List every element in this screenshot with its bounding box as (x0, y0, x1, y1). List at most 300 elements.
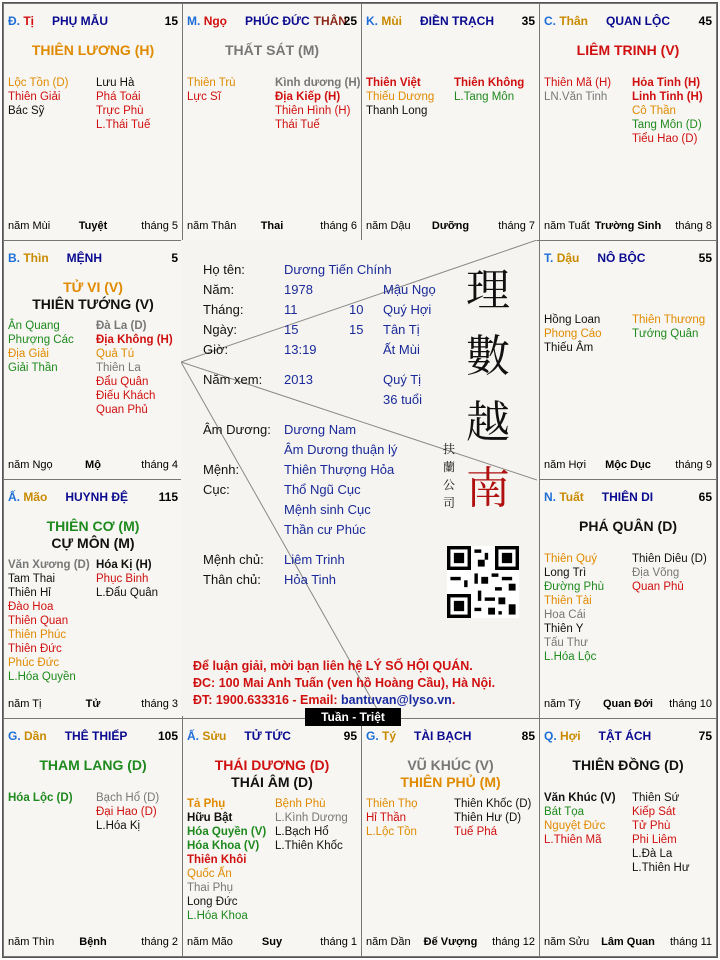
thanchu-value: Hỏa Tinh (284, 572, 337, 587)
palace-name: MỆNH (66, 251, 103, 265)
palace-header (366, 729, 535, 745)
minor-star: Thiếu Dương (366, 91, 435, 103)
month-label: tháng 8 (675, 220, 712, 232)
minor-star: Thiếu Âm (544, 342, 594, 354)
minor-star: Thiên Quan (8, 615, 69, 627)
minor-star: Bác Sỹ (8, 105, 45, 117)
major-star: THẤT SÁT (M) (224, 42, 320, 58)
minor-star: Địa Võng (632, 567, 680, 579)
life-stage: Trường Sinh (594, 220, 662, 232)
palace-name: QUAN LỘC (606, 14, 671, 28)
life-stage: Bệnh (79, 936, 107, 948)
year-label: năm Tý (544, 698, 581, 710)
minor-star: Bạch Hổ (D) (96, 792, 160, 804)
minor-star: Thiên Không (454, 77, 525, 89)
minor-star: Tả Phụ (187, 798, 226, 810)
palace-footer (544, 936, 712, 950)
major-stars (540, 518, 716, 535)
minor-star: Thái Tuế (275, 119, 320, 131)
minor-star: Nguyệt Đức (544, 820, 606, 832)
minor-star: Phi Liêm (632, 834, 677, 846)
menh-label: Mệnh: (203, 462, 240, 477)
minor-star: Quả Tú (96, 348, 135, 360)
minor-star: Thiên Mã (H) (544, 77, 612, 89)
palace-header (8, 251, 178, 267)
palace-footer (544, 698, 712, 712)
year-value: 1978 (284, 282, 313, 297)
minor-stars-right (96, 791, 159, 833)
minor-star: Thiên Đức (8, 643, 62, 655)
minor-stars-left (544, 791, 616, 847)
day-solar: 15 (284, 322, 299, 337)
palace-can: M. (187, 14, 201, 28)
minor-star: Văn Xương (D) (8, 559, 90, 571)
minor-stars-right (96, 319, 173, 417)
minor-star: Lưu Hà (96, 77, 135, 89)
minor-star: Hỉ Thần (366, 812, 407, 824)
center-info-panel (181, 240, 537, 724)
minor-star: Hỏa Tinh (H) (632, 77, 701, 89)
month-canchi: Quý Hợi (383, 302, 432, 317)
year-label: năm Tị (8, 698, 42, 710)
phone-text: ĐT: 1900.633316 - Email: (193, 693, 341, 707)
seal-text: 扶 蘭 公 司 (443, 442, 456, 510)
year-label: năm Ngọ (8, 459, 53, 471)
minor-star: L.Hóa Khoa (187, 910, 248, 922)
palace-can: B. (8, 251, 20, 265)
palace-ty2[interactable] (361, 718, 540, 957)
life-stage: Thai (260, 220, 284, 232)
minor-star: L.Hóa Lộc (544, 651, 597, 663)
minor-star: L.Hóa Kị (96, 820, 141, 832)
palace-chi: Dần (24, 729, 47, 743)
major-star: PHÁ QUÂN (D) (579, 518, 677, 534)
major-stars (183, 42, 361, 59)
minor-star: Thiên Thương (632, 314, 706, 326)
major-stars (4, 279, 182, 313)
month-label: tháng 4 (141, 459, 178, 471)
palace-chi: Hợi (560, 729, 581, 743)
minor-stars-right (454, 797, 531, 839)
year-canchi: Mậu Ngọ (383, 282, 436, 297)
year-label: năm Sửu (544, 936, 590, 948)
minor-star: Tuế Phá (454, 826, 498, 838)
month-label: tháng 1 (320, 936, 357, 948)
name-value: Dương Tiến Chính (284, 262, 392, 277)
palace-chi: Dậu (556, 251, 580, 265)
month-label: tháng 2 (141, 936, 178, 948)
palace-number: 15 (164, 14, 178, 28)
minor-star: Văn Khúc (V) (544, 792, 616, 804)
year-label: năm Hợi (544, 459, 587, 471)
palace-chi: Mùi (381, 14, 403, 28)
palace-can: G. (8, 729, 21, 743)
minor-star: Phong Cáo (544, 328, 602, 340)
minor-star: Quan Phủ (96, 404, 148, 416)
palace-suu[interactable] (182, 718, 362, 957)
minor-star: Thanh Long (366, 105, 428, 117)
minor-stars-right (275, 797, 348, 853)
palace-footer (8, 220, 178, 234)
palace-header (8, 490, 178, 506)
minor-star: LN.Văn Tinh (544, 91, 608, 103)
minor-star: Thiên Sứ (632, 792, 680, 804)
minor-star: Thiên Phúc (8, 629, 67, 641)
view-year-canchi: Quý Tị (383, 372, 422, 387)
life-stage: Quan Đới (603, 698, 653, 710)
palace-can: C. (544, 14, 556, 28)
age-value: 36 tuổi (383, 392, 423, 407)
minor-star: Hồng Loan (544, 314, 601, 326)
minor-star: Đường Phù (544, 581, 604, 593)
life-stage: Dưỡng (431, 220, 470, 232)
minor-star: Thiên Hỉ (8, 587, 51, 599)
minor-star: Hóa Lộc (D) (8, 792, 73, 804)
brand-char: 數 (466, 331, 510, 382)
minor-star: Long Đức (187, 896, 238, 908)
minor-star: Thiên Khốc (D) (454, 798, 532, 810)
life-stage: Tử (85, 698, 101, 710)
month-label: tháng 10 (669, 698, 712, 710)
palace-number: 35 (521, 14, 535, 28)
than-marker: THÂN (313, 14, 347, 28)
minor-star: L.Hóa Quyền (8, 671, 76, 683)
palace-tuat[interactable] (539, 479, 717, 719)
minor-star: Giải Thần (8, 362, 58, 374)
palace-can: Đ. (8, 14, 20, 28)
minor-star: Địa Không (H) (96, 334, 173, 346)
palace-can: Ấ. (8, 490, 20, 504)
palace-footer (544, 220, 712, 234)
minor-stars-right (632, 76, 703, 146)
minor-star: Điếu Khách (96, 390, 156, 402)
minor-star: Bệnh Phù (275, 798, 326, 810)
minor-star: Trực Phù (96, 105, 144, 117)
hour-label: Giờ: (203, 342, 229, 357)
minor-stars-right (632, 313, 705, 341)
minor-star: Tướng Quân (632, 328, 699, 340)
palace-mao[interactable] (3, 479, 183, 719)
minor-stars-left (544, 552, 604, 664)
tuan-triet-badge: Tuần - Triệt (305, 708, 401, 726)
major-star: THIÊN ĐỒNG (D) (572, 757, 684, 773)
major-star: VŨ KHÚC (V) (407, 757, 494, 773)
year-label: năm Dần (366, 936, 411, 948)
qr-code-icon[interactable] (447, 546, 519, 618)
palace-can: K. (366, 14, 378, 28)
palace-footer (8, 936, 178, 950)
year-label: năm Mão (187, 936, 233, 948)
month-label: tháng 12 (492, 936, 535, 948)
minor-star: L.Kình Dương (275, 812, 348, 824)
minor-star: Đại Hao (D) (96, 806, 157, 818)
minor-star: Bát Tọa (544, 806, 585, 818)
palace-footer (544, 459, 712, 473)
minor-star: Thiên Hư (D) (454, 812, 522, 824)
minor-star: Địa Giải (8, 348, 49, 360)
minor-star: L.Đà La (632, 848, 673, 860)
major-stars (540, 42, 716, 59)
month-label: tháng 3 (141, 698, 178, 710)
minor-star: Phúc Đức (8, 657, 60, 669)
minor-stars-right (275, 76, 360, 132)
palace-footer (366, 936, 535, 950)
palace-chi: Tý (382, 729, 397, 743)
minor-stars-right (632, 791, 690, 875)
minor-star: Kiếp Sát (632, 806, 676, 818)
palace-header (187, 14, 357, 30)
minor-star: Cô Thần (632, 105, 676, 117)
palace-name: NÔ BỘC (597, 251, 646, 265)
day-label: Ngày: (203, 322, 237, 337)
minor-star: Phượng Các (8, 334, 74, 346)
minor-star: L.Thiên Mã (544, 834, 602, 846)
minor-stars-right (96, 76, 150, 132)
minor-stars-left (187, 76, 236, 104)
palace-chi: Tuất (559, 490, 584, 504)
palace-name: PHỤ MẪU (52, 14, 109, 28)
day-lunar: 15 (349, 322, 364, 337)
palace-chi: Tị (23, 14, 35, 28)
palace-name: TẬT ÁCH (598, 729, 652, 743)
major-star: THÁI ÂM (D) (231, 774, 313, 790)
brand-char: 理 (466, 265, 510, 316)
palace-chi: Ngọ (203, 14, 228, 28)
minor-star: L.Đẩu Quân (96, 587, 159, 599)
minor-star: Đẩu Quân (96, 376, 149, 388)
contact-line-1: Để luận giải, mời bạn liên hệ LÝ SỐ HỘI QUÁN. (193, 659, 473, 673)
minor-star: Quốc Ấn (187, 868, 232, 880)
brand-char: 越 (466, 397, 510, 448)
palace-name: ĐIỀN TRẠCH (420, 14, 495, 28)
life-stage: Tuyệt (78, 220, 108, 232)
palace-name: PHÚC ĐỨC (245, 14, 310, 28)
email-link[interactable]: bantuvan@lyso.vn (341, 693, 452, 707)
minor-star: Hữu Bật (187, 812, 233, 824)
palace-hoi[interactable] (539, 718, 717, 957)
minor-star: Thiên Y (544, 623, 584, 635)
minor-star: Đào Hoa (8, 601, 54, 613)
minor-stars-left (366, 797, 418, 839)
major-star: THIÊN PHỦ (M) (400, 774, 501, 790)
name-label: Họ tên: (203, 262, 245, 277)
month-label: tháng 6 (320, 220, 357, 232)
minor-star: Phục Binh (96, 573, 149, 585)
menhchu-value: Liêm Trinh (284, 552, 345, 567)
minor-star: Lộc Tồn (D) (8, 77, 69, 89)
minor-star: Thiên Trù (187, 77, 236, 89)
major-stars (4, 757, 182, 774)
palace-can: Ấ. (187, 729, 199, 743)
minor-star: Hóa Kị (H) (96, 559, 152, 571)
year-label: năm Dậu (366, 220, 411, 232)
palace-footer (187, 220, 357, 234)
month-lunar: 10 (349, 302, 364, 317)
thanchu-label: Thân chủ: (203, 572, 261, 587)
minor-star: Thiên Việt (366, 77, 421, 89)
palace-header (8, 14, 178, 30)
menh-value: Thiên Thượng Hỏa (284, 462, 395, 477)
major-star: LIÊM TRINH (V) (576, 42, 680, 58)
month-label: tháng 7 (498, 220, 535, 232)
palace-name: HUYNH ĐỆ (65, 490, 129, 504)
minor-stars-left (187, 797, 266, 923)
cuc-note2: Thần cư Phúc (284, 522, 366, 537)
palace-name: TÀI BẠCH (414, 729, 472, 743)
palace-number: 65 (698, 490, 712, 504)
palace-name: THÊ THIẾP (64, 729, 128, 743)
cuc-value: Thổ Ngũ Cục (284, 482, 361, 497)
year-label: năm Tuất (544, 220, 590, 232)
major-star: THIÊN CƠ (M) (46, 518, 140, 534)
minor-stars-left (544, 76, 611, 104)
minor-star: Thiên Quý (544, 553, 598, 565)
year-label: năm Thìn (8, 936, 55, 948)
minor-star: Thiên Hình (H) (275, 105, 351, 117)
contact-line-3-end: . (451, 693, 456, 707)
palace-footer (187, 936, 357, 950)
minor-star: Tử Phù (632, 820, 671, 832)
palace-number: 55 (698, 251, 712, 265)
minor-star: Địa Kiếp (H) (275, 91, 341, 103)
life-stage: Lâm Quan (601, 936, 655, 948)
palace-number: 5 (171, 251, 178, 265)
palace-name: TỬ TỨC (244, 729, 291, 743)
minor-star: L.Bạch Hổ (275, 826, 329, 838)
palace-ngo[interactable] (182, 3, 362, 241)
minor-stars-left (8, 791, 73, 805)
minor-star: L.Lộc Tồn (366, 826, 417, 838)
palace-chi: Thìn (23, 251, 49, 265)
menhchu-label: Mệnh chủ: (203, 552, 264, 567)
minor-star: Long Trì (544, 567, 587, 579)
minor-star: L.Thiên Khốc (275, 840, 343, 852)
minor-star: Phá Toái (96, 91, 141, 103)
minor-star: Tam Thai (8, 573, 56, 585)
minor-star: Linh Tinh (H) (632, 91, 703, 103)
palace-header (187, 729, 357, 745)
palace-chi: Mão (23, 490, 48, 504)
life-stage: Mộc Dục (605, 459, 651, 471)
palace-header (544, 251, 712, 267)
minor-star: Hóa Quyền (V) (187, 826, 267, 838)
amduong-note: Âm Dương thuận lý (284, 442, 398, 457)
palace-footer (8, 698, 178, 712)
palace-dan[interactable] (3, 718, 183, 957)
month-label: tháng 11 (669, 936, 712, 948)
minor-star: Tang Môn (D) (632, 119, 702, 131)
major-stars (362, 757, 539, 791)
palace-mui[interactable] (361, 3, 540, 241)
month-label: tháng 9 (675, 459, 712, 471)
minor-star: Thiên Khôi (187, 854, 247, 866)
palace-header (544, 490, 712, 506)
minor-star: Hóa Khoa (V) (187, 840, 260, 852)
contact-block (193, 658, 495, 709)
palace-can: G. (366, 729, 379, 743)
minor-star: Thiên Diêu (D) (632, 553, 707, 565)
palace-dau[interactable] (539, 240, 717, 480)
palace-than[interactable] (539, 3, 717, 241)
palace-number: 25 (343, 14, 357, 28)
minor-star: Quan Phủ (632, 581, 684, 593)
life-stage: Suy (261, 936, 283, 948)
minor-stars-left (366, 76, 434, 118)
month-label: tháng 5 (141, 220, 178, 232)
month-label: Tháng: (203, 302, 244, 317)
palace-number: 105 (157, 729, 178, 743)
minor-stars-left (544, 313, 602, 355)
month-solar: 11 (284, 302, 298, 317)
minor-stars-right (96, 558, 158, 600)
palace-can: N. (544, 490, 556, 504)
amduong-label: Âm Dương: (203, 422, 271, 437)
minor-star: Thai Phụ (187, 882, 234, 894)
minor-star: Tiểu Hao (D) (632, 133, 698, 145)
view-year-value: 2013 (284, 372, 313, 387)
minor-stars-right (632, 552, 707, 594)
minor-star: L.Tang Môn (454, 91, 515, 103)
life-stage: Đế Vượng (423, 936, 478, 948)
palace-number: 45 (698, 14, 712, 28)
year-label: năm Mùi (8, 220, 51, 232)
palace-number: 75 (698, 729, 712, 743)
major-stars (4, 42, 182, 59)
minor-stars-left (8, 558, 90, 684)
minor-star: Kình dương (H) (275, 77, 361, 89)
major-star: TỬ VI (V) (63, 279, 123, 295)
cuc-label: Cục: (203, 482, 230, 497)
palace-footer (8, 459, 178, 473)
palace-ty[interactable] (3, 3, 183, 241)
palace-chi: Thân (559, 14, 589, 28)
minor-star: Đà La (D) (96, 320, 147, 332)
major-star: THÁI DƯƠNG (D) (214, 757, 330, 773)
major-star: THAM LANG (D) (39, 757, 147, 773)
minor-stars-left (8, 319, 74, 375)
palace-thin[interactable] (3, 240, 183, 480)
major-stars (183, 757, 361, 791)
amduong-value: Dương Nam (284, 422, 357, 437)
minor-star: Tấu Thư (544, 637, 588, 649)
palace-number: 85 (521, 729, 535, 743)
minor-stars-right (454, 76, 524, 104)
minor-stars-left (8, 76, 69, 118)
contact-line-3 (193, 692, 495, 709)
minor-star: Thiên Thọ (366, 798, 418, 810)
major-star: CỰ MÔN (M) (51, 535, 135, 551)
minor-star: Lực Sĩ (187, 91, 221, 103)
hour-canchi: Ất Mùi (383, 342, 420, 357)
major-star: THIÊN LƯƠNG (H) (31, 42, 155, 58)
major-stars (540, 757, 716, 774)
year-label: năm Thân (187, 220, 237, 232)
cuc-note1: Mệnh sinh Cục (284, 502, 371, 517)
palace-footer (366, 220, 535, 234)
palace-header (544, 729, 712, 745)
palace-chi: Sửu (202, 729, 227, 743)
major-star: THIÊN TƯỚNG (V) (32, 296, 154, 312)
life-stage: Mộ (85, 459, 101, 471)
minor-star: L.Thái Tuế (96, 119, 151, 131)
palace-can: T. (544, 251, 554, 265)
minor-star: Hoa Cái (544, 609, 586, 621)
contact-line-2: ĐC: 100 Mai Anh Tuấn (ven hồ Hoàng Cầu), Hà Nội. (193, 676, 496, 690)
palace-number: 95 (343, 729, 357, 743)
hour-value: 13:19 (284, 342, 317, 357)
minor-star: Thiên Tài (544, 595, 592, 607)
day-canchi: Tân Tị (383, 322, 420, 337)
